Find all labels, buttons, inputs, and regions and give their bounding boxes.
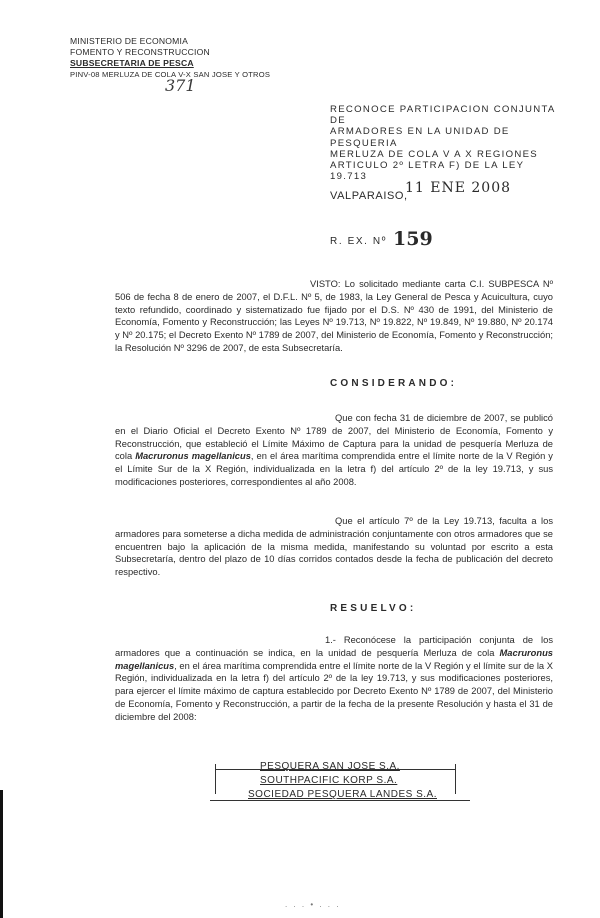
subsecretaria-name: SUBSECRETARIA DE PESCA: [70, 58, 194, 68]
title-line-2: ARMADORES EN LA UNIDAD DE PESQUERIA: [330, 126, 510, 149]
title-line-1: RECONOCE PARTICIPACION CONJUNTA DE: [330, 104, 556, 127]
considerando-heading: CONSIDERANDO:: [330, 378, 458, 389]
title-line-3: MERLUZA DE COLA V A X REGIONES: [330, 148, 539, 160]
scan-edge-mark: [0, 790, 3, 918]
signers-rule-left: [215, 764, 216, 794]
resuelvo-1-suffix: , en el área marítima comprendida entre el límite norte de la V Región y el límite sur de la X Región, individualizada en la letra f) del artículo 2º de la ley 19.713, y sus modificaciones posteriores, para ejercer el límite máximo de captura establecido por Decreto Exento Nº 1789 de 2007, del Ministerio de Economía, Fomento y Reconstrucción, a partir de la fecha de la presente Resolución y hasta el 31 de diciembre del 2008:: [115, 660, 553, 722]
signers-rule-bottom: [210, 800, 470, 801]
resuelvo-1-text: [115, 634, 553, 724]
title-line-4: ARTICULO 2º LETRA F) DE LA LEY 19.713: [330, 160, 525, 183]
resolution-label: R. EX. Nº: [330, 236, 387, 247]
file-reference: PINV-08 MERLUZA DE COLA V-X SAN JOSE Y OTROS: [70, 70, 271, 79]
considerando-1-text: [115, 412, 553, 489]
resolution-title: [330, 104, 560, 182]
ministry-subname: FOMENTO Y RECONSTRUCCION: [70, 47, 210, 57]
footer-mark: . . . • . . .: [285, 900, 341, 909]
resolution-number: 159: [393, 228, 433, 250]
considerando-1-suffix: , en el área marítima comprendida entre el límite norte de la V Región y el Límite Sur de la X Región, individualizada en la letra f) del artículo 2º de la ley 19.713, y sus modificaciones posteriores, correspondientes al año 2008.: [115, 451, 553, 487]
signer-3: SOCIEDAD PESQUERA LANDES S.A.: [248, 789, 437, 800]
considerando-2-text: Que el artículo 7º de la Ley 19.713, faculta a los armadores para someterse a dicha medida de administración conjuntamente con otros armadores que se encuentren bajo la aplicación de la misma medida, manifestando su voluntad por escrito a esta Subsecretaría, dentro del plazo de 10 días corridos contados desde la fecha de publicación del decreto respectivo.: [115, 516, 553, 578]
place: VALPARAISO,: [330, 190, 408, 202]
handwritten-number: 371: [165, 76, 196, 95]
considerando-1-prefix: Que con fecha 31 de diciembre de 2007, se publicó en el Diario Oficial el Decreto Exento Nº 1789 de 2007, del Ministerio de Economía, Fomento y Reconstrucción, que estableció el Límite Máximo de Captura para la unidad de pesquería Merluza de cola: [115, 413, 553, 462]
species-name: Macruronus magellanicus: [135, 451, 251, 462]
visto-paragraph: [115, 278, 553, 355]
resuelvo-paragraph-1: [115, 634, 553, 724]
considerando-paragraph-2: [115, 515, 553, 579]
visto-text: VISTO: Lo solicitado mediante carta C.I. SUBPESCA Nº 506 de fecha 8 de enero de 2007, el D.F.L. Nº 5, de 1983, la Ley General de Pesca y Acuicultura, cuyo texto refundido, coordinado y sistematizado fue fijado por el D.S. Nº 430 de 1991, del Ministerio de Economía, Fomento y Reconstrucción; las Leyes Nº 19.713, Nº 19.822, Nº 19.849, Nº 19.880, Nº 20.174 y Nº 20.175; el Decreto Exento Nº 1789 de 2007, del Ministerio de Economía, Fomento y Reconstrucción; la Resolución Nº 3296 de 2007, de esta Subsecretaría.: [115, 279, 553, 353]
signers-list: [248, 760, 437, 802]
signer-2: SOUTHPACIFIC KORP S.A.: [260, 775, 398, 786]
resuelvo-heading: RESUELVO:: [330, 603, 417, 614]
resuelvo-1-prefix: 1.- Reconócese la participación conjunta de los armadores que a continuación se indica, en la unidad de pesquería Merluza de cola: [115, 635, 553, 658]
signers-rule-right: [455, 764, 456, 794]
signer-1: PESQUERA SAN JOSE S.A.: [260, 761, 400, 772]
considerando-paragraph-1: [115, 412, 553, 489]
ministry-name: MINISTERIO DE ECONOMIA: [70, 36, 189, 46]
date-stamp: 11 ENE 2008: [405, 180, 512, 196]
species-name-2: Macruronus magellanicus: [115, 647, 553, 671]
